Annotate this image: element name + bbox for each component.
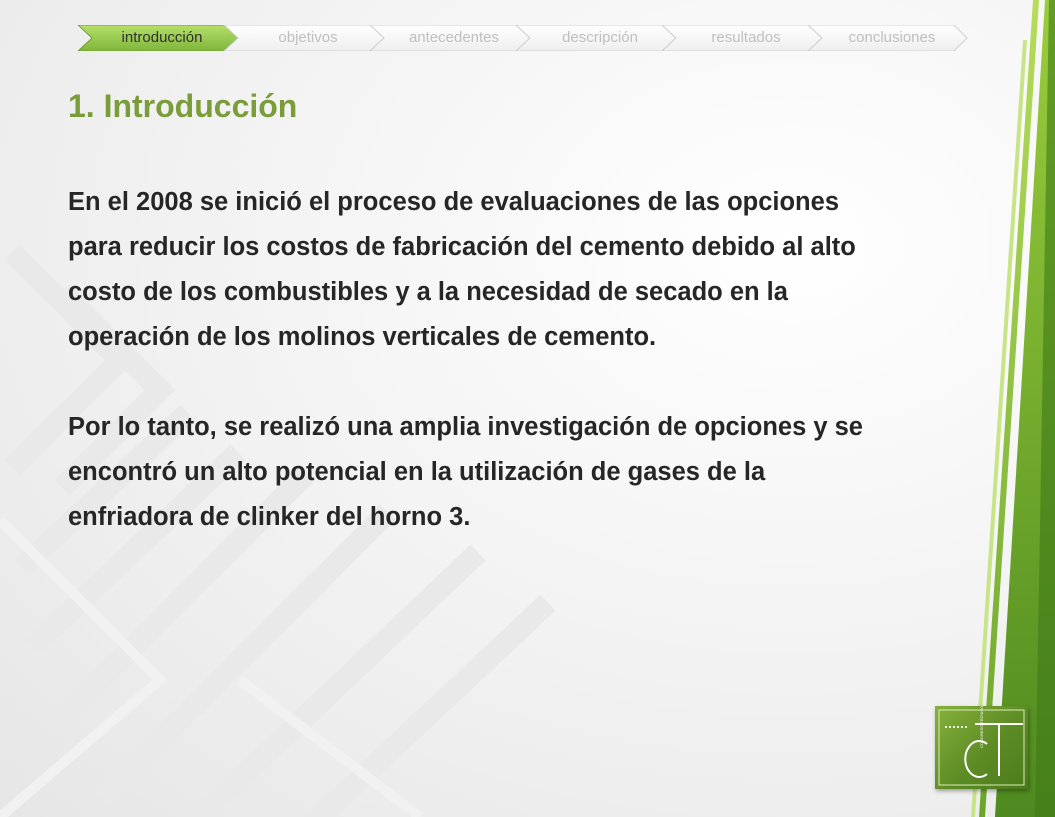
decorative-ribbons xyxy=(935,0,1055,817)
nav-item-introduccion[interactable]: introducción xyxy=(121,29,203,46)
nav-item-objetivos[interactable]: objetivos xyxy=(278,29,338,46)
ct-logo-icon xyxy=(935,706,1028,789)
logo-small-text: CONGRESO TÉCNICO xyxy=(979,706,984,748)
section-nav xyxy=(78,25,968,51)
slide-body xyxy=(68,180,868,540)
paragraph-1: En el 2008 se inició el proceso de evaluaciones de las opciones para reducir los costos de fabricación del cemento debido al alto costo de los combustibles y a la necesidad de secado en la operación de los molinos verticales de cemento. xyxy=(68,188,856,351)
slide-title: 1. Introducción xyxy=(68,88,298,124)
ct-logo xyxy=(935,706,1028,789)
paragraph-2: Por lo tanto, se realizó una amplia investigación de opciones y se encontró un alto potencial en la utilización de gases de la enfriadora de clinker del horno 3. xyxy=(68,413,863,531)
nav-item-resultados[interactable]: resultados xyxy=(711,29,781,46)
nav-item-descripcion[interactable]: descripción xyxy=(562,29,638,46)
nav-item-antecedentes[interactable]: antecedentes xyxy=(408,29,500,46)
nav-item-conclusiones[interactable]: conclusiones xyxy=(848,29,936,46)
